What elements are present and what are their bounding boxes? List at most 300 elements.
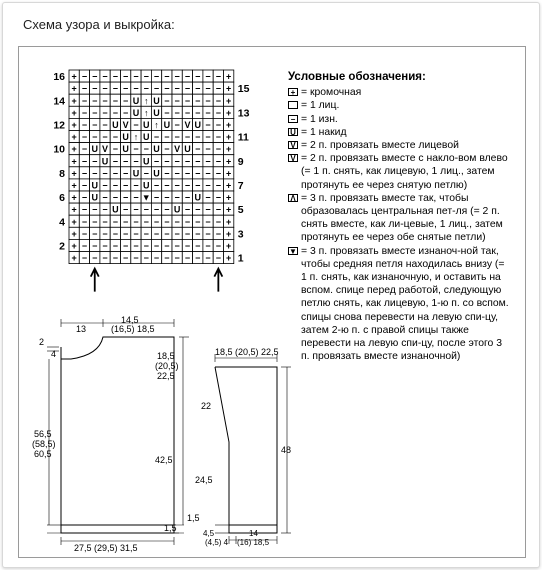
- legend-item: [288, 113, 513, 126]
- arrow-up-icon: [91, 269, 99, 292]
- sleeve-top: 18,5 (20,5) 22,5: [215, 347, 279, 357]
- page-title: Схема узора и выкройка:: [23, 17, 175, 32]
- legend-item: [288, 192, 513, 245]
- chart-symbol: −: [153, 253, 160, 264]
- back-top-left: 13: [76, 324, 87, 334]
- chart-symbol: −: [195, 107, 201, 118]
- chart-symbol: −: [92, 241, 98, 251]
- legend-text: = 2 п. провязать вместе с накло-вом влево (= 1 п. снять, как лицевую, 1 лиц., затем протянуть ее через снятую петлю): [301, 153, 508, 191]
- chart-symbol: −: [153, 192, 160, 203]
- chart-symbol: +: [226, 168, 232, 179]
- legend-text: = 3 п. провязать вместе так, чтобы образовалась центральная пет-ля (= 2 п. снять вместе, как ли-цевые, 1 лиц., затем протянуть ее через обе снятые петли): [301, 192, 503, 244]
- back-left-4: 4: [51, 349, 57, 359]
- legend-symbol-icon: V: [288, 141, 298, 149]
- legend-items: [288, 86, 513, 363]
- chart-symbol: ↑: [144, 95, 149, 106]
- chart-symbol: ▼: [141, 192, 151, 203]
- chart-symbol: +: [71, 156, 77, 167]
- sleeve-bottom-a: 4,5: [203, 529, 215, 538]
- chart-symbol: −: [81, 180, 88, 191]
- row-number-left: 4: [59, 216, 65, 229]
- chart-symbol: −: [205, 120, 211, 130]
- chart-symbol: −: [215, 180, 221, 191]
- chart-symbol: −: [102, 228, 108, 239]
- chart-symbol: −: [184, 204, 191, 215]
- chart-symbol: −: [184, 107, 191, 118]
- legend-item: [288, 139, 513, 152]
- chart-symbol: −: [195, 132, 201, 143]
- chart-symbol: U: [153, 95, 160, 106]
- chart-symbol: −: [153, 156, 160, 167]
- chart-symbol: −: [195, 71, 201, 82]
- legend-text: = 1 лиц.: [301, 100, 340, 112]
- chart-symbol: −: [215, 144, 221, 155]
- chart-symbol: −: [195, 144, 201, 155]
- chart-symbol: +: [71, 228, 77, 239]
- chart-symbol: −: [123, 228, 129, 239]
- chart-symbol: −: [215, 168, 221, 179]
- chart-symbol: −: [205, 83, 211, 94]
- chart-symbol: −: [112, 253, 118, 264]
- chart-symbol: −: [102, 168, 108, 179]
- chart-symbol: V: [102, 144, 109, 155]
- chart-symbol: −: [123, 192, 129, 203]
- chart-symbol: −: [123, 95, 129, 106]
- chart-symbol: −: [195, 216, 201, 227]
- chart-symbol: −: [205, 253, 211, 264]
- chart-symbol: −: [164, 107, 170, 118]
- chart-symbol: −: [81, 95, 88, 106]
- chart-symbol: −: [205, 144, 211, 155]
- legend-item: [288, 152, 513, 192]
- row-number-left: 16: [53, 71, 65, 84]
- row-number-right: 9: [237, 155, 244, 168]
- chart-symbol: −: [92, 168, 98, 179]
- chart-symbol: +: [226, 132, 232, 143]
- sleeve-bottom-b: (4,5) 4: [205, 538, 229, 547]
- chart-symbol: −: [153, 228, 160, 239]
- chart-symbol: −: [133, 241, 139, 251]
- chart-symbol: −: [112, 228, 118, 239]
- chart-symbol: −: [164, 216, 170, 227]
- chart-symbol: −: [215, 83, 221, 94]
- chart-symbol: −: [184, 83, 191, 94]
- chart-symbol: V: [174, 144, 181, 155]
- chart-symbol: U: [132, 95, 140, 106]
- chart-symbol: −: [215, 204, 221, 215]
- back-top-mid: 14,5: [121, 315, 139, 325]
- chart-symbol: U: [132, 168, 140, 179]
- chart-symbol: −: [195, 156, 201, 167]
- back-right-c: 22,5: [157, 371, 175, 381]
- chart-symbol: U: [101, 156, 109, 167]
- chart-symbol: U: [163, 120, 171, 130]
- legend-text: = 2 п. провязать вместе лицевой: [301, 140, 459, 152]
- chart-symbol: −: [205, 107, 211, 118]
- chart-symbol: ↑: [144, 107, 149, 118]
- sleeve-bottom-d: (16) 18,5: [237, 538, 270, 547]
- legend-symbol-icon: U: [288, 128, 298, 136]
- chart-symbol: U: [112, 120, 119, 130]
- chart-symbol: +: [226, 192, 232, 203]
- chart-symbol: −: [205, 71, 211, 82]
- chart-symbol: −: [174, 156, 180, 167]
- chart-symbol: −: [92, 71, 98, 82]
- chart-symbol: −: [102, 192, 108, 203]
- chart-symbol: −: [174, 180, 180, 191]
- legend-text: = 1 накид: [301, 126, 347, 138]
- row-number-right: 13: [237, 107, 250, 120]
- chart-symbol: −: [143, 144, 149, 155]
- chart-symbol: −: [112, 180, 118, 191]
- chart-symbol: −: [174, 132, 180, 143]
- chart-symbol: −: [174, 71, 180, 82]
- row-number-left: 12: [53, 119, 65, 132]
- chart-symbol: −: [174, 168, 180, 179]
- chart-symbol: −: [174, 120, 180, 130]
- legend-symbol-icon: ▼: [289, 246, 297, 256]
- legend-item: [288, 245, 513, 364]
- chart-symbol: −: [215, 241, 221, 251]
- sleeve-pattern: [215, 354, 291, 544]
- chart-symbol: −: [112, 192, 118, 203]
- chart-symbol: +: [226, 71, 232, 82]
- chart-symbol: −: [174, 107, 180, 118]
- chart-symbol: −: [81, 204, 88, 215]
- chart-symbol: −: [164, 241, 170, 251]
- chart-symbol: −: [184, 168, 191, 179]
- chart-symbol: −: [153, 132, 160, 143]
- chart-symbol: U: [153, 144, 160, 155]
- chart-symbol: −: [102, 71, 108, 82]
- sleeve-left-lower: 24,5: [195, 475, 213, 485]
- chart-symbol: +: [71, 180, 77, 191]
- row-number-left: 6: [59, 192, 65, 205]
- chart-symbol: V: [184, 120, 191, 130]
- row-number-left: 8: [59, 167, 65, 180]
- chart-symbol: −: [164, 144, 170, 155]
- chart-symbol: −: [92, 216, 98, 227]
- chart-symbol: −: [184, 132, 191, 143]
- chart-symbol: +: [71, 83, 77, 94]
- chart-symbol: −: [215, 120, 221, 130]
- back-right-b: (20,5): [155, 361, 179, 371]
- chart-symbol: +: [71, 71, 77, 82]
- chart-symbol: −: [81, 71, 88, 82]
- chart-symbol: −: [92, 204, 98, 215]
- row-number-right: 11: [237, 131, 249, 144]
- chart-symbol: −: [164, 132, 170, 143]
- chart-symbol: −: [143, 228, 149, 239]
- pattern-image: [18, 46, 526, 558]
- chart-symbol: −: [164, 156, 170, 167]
- chart-symbol: −: [92, 83, 98, 94]
- row-number-right: 5: [237, 204, 244, 217]
- chart-symbol: ↑: [133, 132, 139, 143]
- legend-item: [288, 86, 513, 99]
- chart-symbol: −: [133, 120, 139, 130]
- chart-symbol: −: [205, 228, 211, 239]
- chart-symbol: +: [71, 120, 77, 130]
- chart-symbol: U: [122, 144, 129, 155]
- legend-symbol-icon: −: [288, 115, 298, 123]
- chart-symbol: −: [81, 241, 88, 251]
- chart-symbol: +: [71, 204, 77, 215]
- sleeve-left-bottom: 1,5: [187, 513, 200, 523]
- chart-symbol: −: [112, 132, 118, 143]
- chart-symbol: +: [71, 253, 77, 264]
- chart-symbol: −: [123, 204, 129, 215]
- chart-symbol: −: [184, 253, 191, 264]
- chart-symbol: U: [112, 204, 119, 215]
- chart-symbol: −: [184, 156, 191, 167]
- chart-symbol: V: [122, 120, 129, 130]
- chart-symbol: −: [184, 216, 191, 227]
- chart-symbol: +: [226, 204, 232, 215]
- chart-symbol: −: [153, 204, 160, 215]
- chart-symbol: −: [215, 95, 221, 106]
- legend-item: [288, 126, 513, 139]
- chart-symbol: +: [71, 132, 77, 143]
- back-left-c: 60,5: [34, 449, 52, 459]
- chart-symbol: −: [81, 144, 88, 155]
- chart-symbol: −: [215, 156, 221, 167]
- chart-symbol: −: [92, 228, 98, 239]
- chart-symbol: −: [174, 253, 180, 264]
- chart-symbol: −: [195, 253, 201, 264]
- chart-symbol: −: [164, 180, 170, 191]
- chart-symbol: −: [81, 120, 88, 130]
- chart-symbol: −: [164, 95, 170, 106]
- legend-symbol-icon: V: [288, 154, 298, 162]
- chart-symbol: U: [91, 180, 98, 191]
- chart-symbol: −: [112, 156, 118, 167]
- chart-symbol: +: [226, 253, 232, 264]
- chart-symbol: −: [215, 132, 221, 143]
- chart-symbol: −: [133, 71, 139, 82]
- chart-symbol: +: [226, 83, 232, 94]
- chart-symbol: −: [164, 168, 170, 179]
- chart-symbol: −: [81, 156, 88, 167]
- chart-symbol: −: [112, 168, 118, 179]
- back-right-a: 18,5: [157, 351, 175, 361]
- chart-symbol: U: [143, 120, 150, 130]
- chart-symbol: −: [174, 216, 180, 227]
- chart-symbol: −: [112, 144, 118, 155]
- chart-symbol: −: [81, 132, 88, 143]
- chart-symbol: −: [205, 204, 211, 215]
- chart-symbol: −: [123, 180, 129, 191]
- chart-symbol: −: [143, 83, 149, 94]
- chart-symbol: −: [92, 120, 98, 130]
- chart-symbol: −: [174, 192, 180, 203]
- chart-symbol: U: [143, 156, 150, 167]
- chart-symbol: −: [184, 71, 191, 82]
- row-number-right: 15: [237, 83, 250, 96]
- chart-symbol: −: [123, 241, 129, 251]
- chart-symbol: −: [215, 107, 221, 118]
- chart-symbol: −: [164, 83, 170, 94]
- chart-symbol: −: [92, 156, 98, 167]
- chart-symbol: −: [133, 204, 139, 215]
- chart-symbol: U: [143, 180, 150, 191]
- chart-symbol: −: [102, 204, 108, 215]
- sleeve-right: 48: [281, 445, 292, 455]
- chart-symbol: +: [226, 180, 232, 191]
- chart-symbol: U: [91, 144, 98, 155]
- chart-grid: [69, 70, 234, 264]
- chart-symbol: −: [164, 71, 170, 82]
- chart-symbol: +: [71, 95, 77, 106]
- chart-symbol: −: [133, 228, 139, 239]
- chart-symbol: −: [81, 192, 88, 203]
- chart-symbol: −: [195, 168, 201, 179]
- chart-symbol: −: [102, 107, 108, 118]
- chart-symbol: −: [112, 107, 118, 118]
- chart-symbol: −: [215, 253, 221, 264]
- legend-symbol-icon: +: [288, 88, 298, 96]
- chart-symbol: +: [71, 241, 77, 251]
- chart-symbol: −: [123, 168, 129, 179]
- chart-symbol: −: [112, 241, 118, 251]
- chart-symbol: +: [226, 144, 232, 155]
- chart-symbol: −: [164, 253, 170, 264]
- chart-symbol: −: [102, 120, 108, 130]
- chart-symbol: −: [123, 107, 129, 118]
- chart-symbol: −: [102, 241, 108, 251]
- chart-symbol: −: [174, 241, 180, 251]
- chart-symbol: U: [153, 168, 160, 179]
- chart-symbol: −: [153, 216, 160, 227]
- chart-symbol: −: [143, 204, 149, 215]
- chart-symbol: −: [205, 216, 211, 227]
- chart-symbol: −: [215, 228, 221, 239]
- chart-symbol: −: [195, 83, 201, 94]
- back-left-b: (58,5): [32, 439, 56, 449]
- chart-symbol: −: [215, 192, 221, 203]
- chart-symbol: −: [205, 180, 211, 191]
- chart-symbol: −: [153, 71, 160, 82]
- chart-symbol: −: [153, 180, 160, 191]
- chart-symbol: −: [184, 95, 191, 106]
- sleeve-bottom-c: 14: [249, 529, 258, 538]
- chart-symbol: +: [226, 216, 232, 227]
- chart-symbol: −: [215, 71, 221, 82]
- chart-symbol: −: [123, 216, 129, 227]
- chart-symbol: +: [71, 168, 77, 179]
- chart-symbol: U: [91, 192, 98, 203]
- chart-symbol: U: [173, 204, 181, 215]
- legend-item: [288, 99, 513, 112]
- sleeve-left-upper: 22: [201, 401, 212, 411]
- chart-symbol: +: [226, 156, 232, 167]
- chart-symbol: −: [153, 83, 160, 94]
- chart-symbol: −: [195, 228, 201, 239]
- legend: [288, 71, 513, 363]
- chart-symbol: −: [174, 83, 180, 94]
- chart-symbol: −: [112, 95, 118, 106]
- chart-symbol: +: [71, 107, 77, 118]
- chart-symbol: +: [226, 241, 232, 251]
- chart-symbol: −: [123, 71, 129, 82]
- chart-symbol: U: [132, 107, 140, 118]
- row-number-left: 2: [59, 240, 65, 253]
- chart-symbol: −: [164, 228, 170, 239]
- row-number-left: 10: [53, 143, 65, 156]
- back-right-bottom: 1,5: [164, 523, 177, 533]
- chart-symbol: −: [195, 95, 201, 106]
- chart-symbol: −: [184, 241, 191, 251]
- chart-symbol: +: [226, 228, 232, 239]
- chart-symbol: −: [205, 156, 211, 167]
- chart-symbol: +: [226, 107, 232, 118]
- chart-symbol: U: [153, 107, 160, 118]
- chart-symbol: −: [164, 204, 170, 215]
- chart-symbol: U: [122, 132, 129, 143]
- chart-symbol: −: [81, 228, 88, 239]
- chart-symbol: −: [92, 132, 98, 143]
- chart-symbol: −: [81, 216, 88, 227]
- chart-symbol: −: [205, 192, 211, 203]
- chart-symbol: −: [143, 168, 149, 179]
- chart-symbol: −: [102, 180, 108, 191]
- chart-symbol: −: [205, 241, 211, 251]
- chart-symbol: −: [112, 71, 118, 82]
- chart-symbol: −: [143, 241, 149, 251]
- chart-symbol: −: [184, 228, 191, 239]
- chart-symbol: −: [195, 180, 201, 191]
- chart-symbol: −: [102, 253, 108, 264]
- row-number-right: 7: [237, 180, 244, 192]
- legend-text: = 3 п. провязать вместе изнаноч-ной так, чтобы средняя петля находилась внизу (= 1 п. снять, как изнаночную, и оставить на вспом. спице перед работой, следующую петлю снять, как лицевую, 1-ю п. со вспом. спицы снова перевести на левую спи-цу, затем 2-ю п. с правой спицы также перевести на левую спи-цу, после этого 3 п. провязать вместе изнаночной): [301, 245, 509, 363]
- chart-symbol: −: [102, 216, 108, 227]
- legend-symbol-icon: Λ: [288, 194, 298, 202]
- chart-symbol: −: [174, 95, 180, 106]
- chart-symbol: −: [81, 168, 88, 179]
- chart-symbol: −: [143, 253, 149, 264]
- chart-symbol: −: [102, 95, 108, 106]
- chart-symbol: −: [205, 95, 211, 106]
- chart-symbol: −: [81, 83, 88, 94]
- back-bottom: 27,5 (29,5) 31,5: [74, 543, 138, 553]
- legend-text: = кромочная: [301, 87, 362, 99]
- chart-symbol: −: [81, 253, 88, 264]
- chart-symbol: −: [153, 241, 160, 251]
- back-right-mid: 42,5: [155, 455, 173, 465]
- chart-symbol: U: [194, 120, 201, 130]
- arrow-up-icon: [214, 269, 222, 292]
- chart-symbol: −: [123, 253, 129, 264]
- chart-symbol: −: [184, 180, 191, 191]
- chart-symbol: −: [102, 83, 108, 94]
- row-number-left: 14: [53, 95, 65, 108]
- chart-symbol: −: [184, 192, 191, 203]
- chart-symbol: −: [133, 216, 139, 227]
- legend-text: = 1 изн.: [301, 113, 338, 125]
- chart-symbol: −: [205, 132, 211, 143]
- chart-symbol: −: [174, 228, 180, 239]
- chart-symbol: +: [71, 216, 77, 227]
- chart-symbol: −: [123, 156, 129, 167]
- chart-symbol: −: [133, 192, 139, 203]
- row-number-right: 3: [237, 228, 244, 241]
- chart-symbol: −: [133, 180, 139, 191]
- chart-symbol: −: [112, 216, 118, 227]
- chart-symbol: +: [226, 120, 232, 130]
- chart-symbol: −: [143, 71, 149, 82]
- chart-symbol: −: [215, 216, 221, 227]
- chart-symbol: −: [205, 168, 211, 179]
